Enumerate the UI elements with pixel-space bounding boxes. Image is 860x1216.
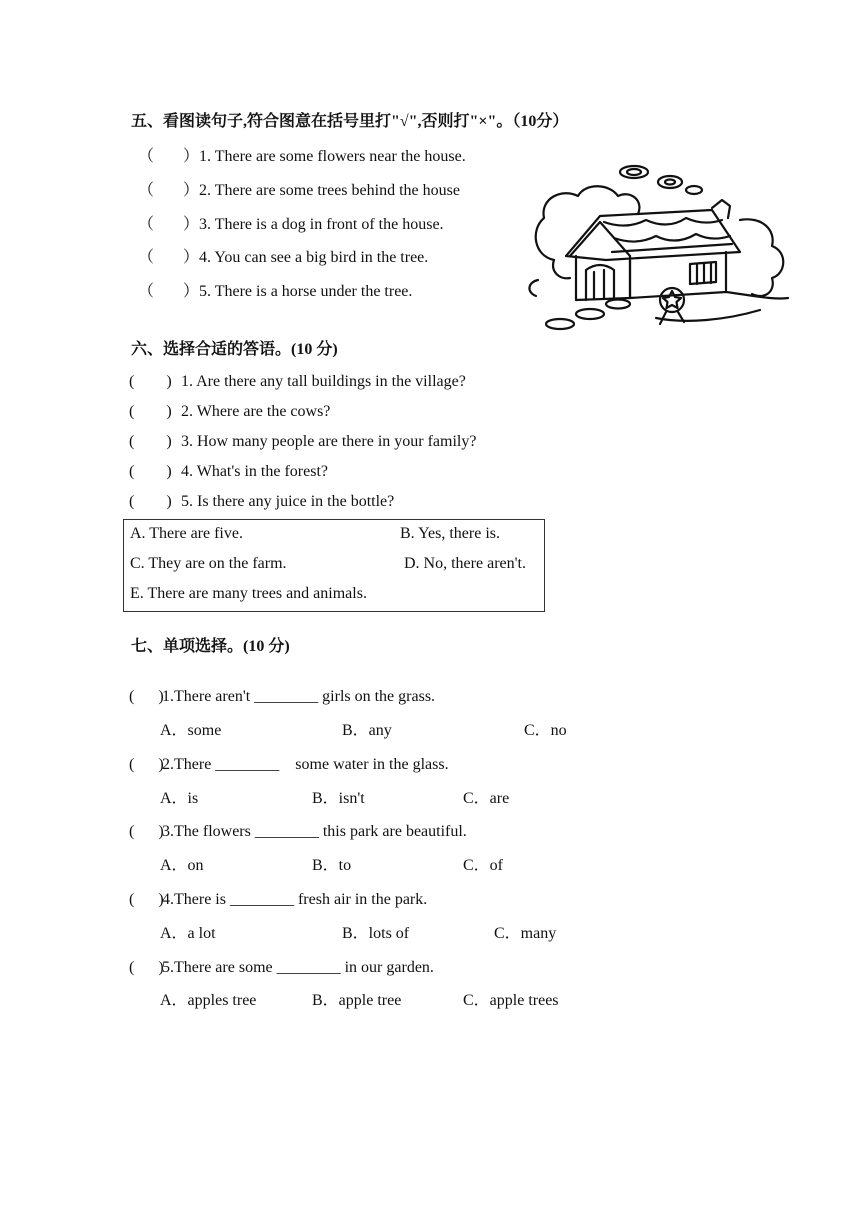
option-c[interactable]: C．no [524, 722, 567, 739]
option-a[interactable]: A．is [160, 790, 199, 807]
option-b[interactable]: B．any [342, 722, 392, 739]
question-text: 4. What's in the forest? [181, 463, 328, 480]
answer-paren[interactable]: ( ) [129, 891, 164, 908]
answer-paren[interactable]: ( ) [129, 373, 172, 390]
answer-paren[interactable]: ( ) [129, 463, 172, 480]
statement-text: 4. You can see a big bird in the tree. [199, 249, 429, 266]
answer-paren[interactable]: ( ) [129, 756, 164, 773]
question-text: 2.There ________ some water in the glass. [162, 756, 449, 773]
answer-paren[interactable]: ( ) [129, 688, 164, 705]
answer-paren[interactable]: ( ) [129, 433, 172, 450]
paren-open[interactable]: （ [138, 283, 155, 300]
answer-option-e: E. There are many trees and animals. [130, 585, 367, 602]
question-text: 1.There aren't ________ girls on the grass. [162, 688, 436, 705]
statement-text: 1. There are some flowers near the house. [199, 148, 466, 165]
option-c[interactable]: C．apple trees [463, 992, 559, 1009]
option-b[interactable]: B．to [312, 857, 352, 874]
statement-text: 3. There is a dog in front of the house. [199, 216, 444, 233]
question-text: 3.The flowers ________ this park are beautiful. [162, 823, 467, 840]
question-text: 5.There are some ________ in our garden. [162, 959, 434, 976]
option-b[interactable]: B．apple tree [312, 992, 402, 1009]
question-text: 5. Is there any juice in the bottle? [181, 493, 395, 510]
option-b[interactable]: B．isn't [312, 790, 365, 807]
option-a[interactable]: A．a lot [160, 925, 216, 942]
answer-option-d: D. No, there aren't. [404, 555, 526, 572]
option-a[interactable]: A．on [160, 857, 204, 874]
section-7-heading: 七、单项选择。(10 分) [131, 638, 290, 655]
answer-paren[interactable]: ( ) [129, 493, 172, 510]
option-c[interactable]: C．many [494, 925, 557, 942]
house-illustration [526, 160, 790, 338]
paren-close: ） [183, 148, 200, 165]
paren-open[interactable]: （ [138, 249, 155, 266]
paren-close: ） [183, 182, 200, 199]
option-b[interactable]: B．lots of [342, 925, 410, 942]
option-a[interactable]: A．some [160, 722, 222, 739]
section-6-heading: 六、选择合适的答语。(10 分) [131, 341, 338, 358]
paren-close: ） [183, 216, 200, 233]
paren-close: ） [183, 249, 200, 266]
answer-paren[interactable]: ( ) [129, 959, 164, 976]
answer-option-a: A. There are five. [130, 525, 243, 542]
answer-option-b: B. Yes, there is. [400, 525, 501, 542]
statement-text: 5. There is a horse under the tree. [199, 283, 413, 300]
paren-open[interactable]: （ [138, 216, 155, 233]
answer-paren[interactable]: ( ) [129, 823, 164, 840]
question-text: 1. Are there any tall buildings in the village? [181, 373, 466, 390]
question-text: 4.There is ________ fresh air in the park. [162, 891, 428, 908]
paren-open[interactable]: （ [138, 148, 155, 165]
paren-open[interactable]: （ [138, 182, 155, 199]
option-c[interactable]: C．are [463, 790, 510, 807]
statement-text: 2. There are some trees behind the house [199, 182, 460, 199]
answer-option-c: C. They are on the farm. [130, 555, 287, 572]
question-text: 3. How many people are there in your family? [181, 433, 477, 450]
paren-close: ） [183, 283, 200, 300]
option-c[interactable]: C．of [463, 857, 504, 874]
answer-paren[interactable]: ( ) [129, 403, 172, 420]
question-text: 2. Where are the cows? [181, 403, 331, 420]
option-a[interactable]: A．apples tree [160, 992, 257, 1009]
section-5-heading: 五、看图读句子,符合图意在括号里打"√",否则打"×"。（10分） [131, 113, 569, 130]
